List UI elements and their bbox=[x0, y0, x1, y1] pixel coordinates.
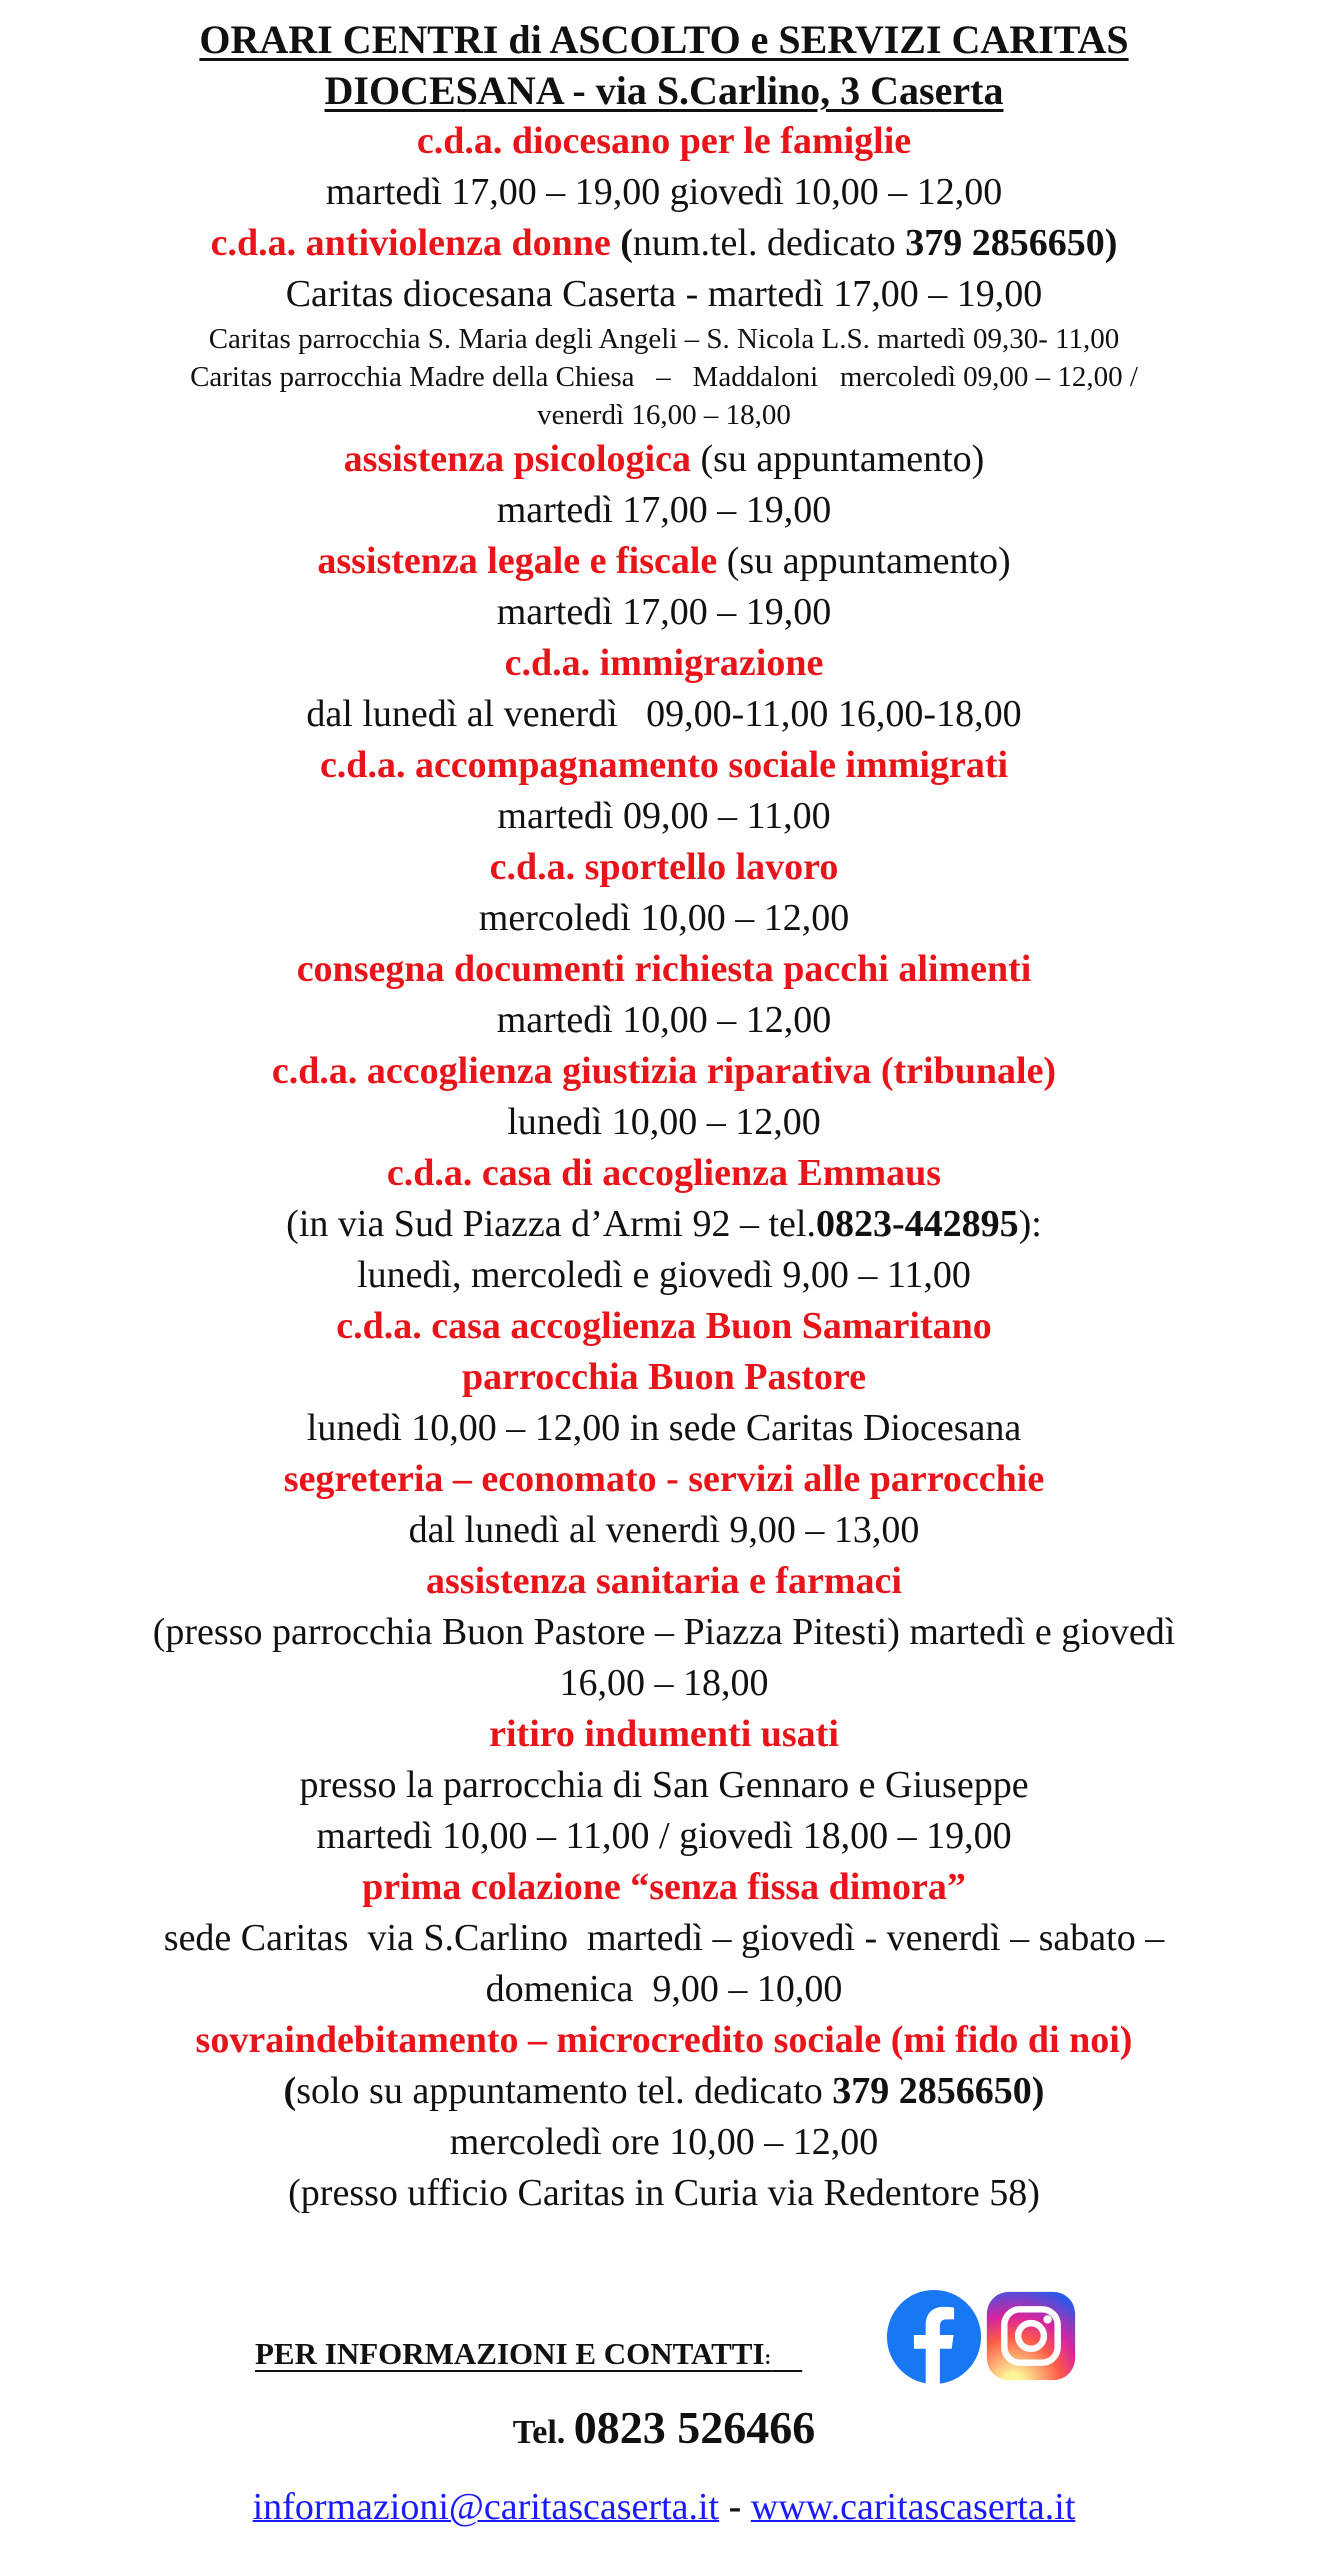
section-heading: c.d.a. sportello lavoro bbox=[489, 846, 839, 888]
antiviolenza-line-3: Caritas parrocchia Madre della Chiesa – Maddaloni mercoledì 09,00 – 12,00 / bbox=[190, 361, 1138, 393]
section-heading: c.d.a. accoglienza giustizia riparativa (tribunale) bbox=[271, 1050, 1057, 1092]
antiviolenza-line-1: Caritas diocesana Caserta - martedì 17,00 – 19,00 bbox=[285, 273, 1043, 315]
emmaus-address bbox=[0, 1199, 1328, 1250]
link-separator: - bbox=[719, 2486, 751, 2528]
title-line-1: ORARI CENTRI di ASCOLTO e SERVIZI CARITAS bbox=[199, 17, 1129, 62]
tel-label: Tel. bbox=[512, 2414, 574, 2451]
section-subheading: parrocchia Buon Pastore bbox=[462, 1356, 866, 1398]
section-sanitaria bbox=[0, 1556, 1328, 1709]
section-heading: c.d.a. accompagnamento sociale immigrati bbox=[319, 744, 1009, 786]
schedule-document bbox=[0, 14, 1328, 2219]
section-famiglie bbox=[0, 116, 1328, 218]
section-hours: martedì 17,00 – 19,00 bbox=[496, 489, 832, 531]
section-segreteria bbox=[0, 1454, 1328, 1556]
section-legale bbox=[0, 536, 1328, 638]
address-suffix: ): bbox=[1018, 1203, 1042, 1245]
section-giustizia bbox=[0, 1046, 1328, 1148]
contacts-colon: : bbox=[764, 2347, 772, 2369]
indumenti-line-2: martedì 10,00 – 11,00 / giovedì 18,00 – 19,00 bbox=[316, 1815, 1012, 1857]
section-note: (su appuntamento) bbox=[690, 438, 985, 480]
section-immigrazione bbox=[0, 638, 1328, 740]
section-heading: c.d.a. casa di accoglienza Emmaus bbox=[386, 1152, 942, 1194]
legale-heading-line bbox=[0, 536, 1328, 587]
email-link[interactable]: informazioni@caritascaserta.it bbox=[252, 2486, 720, 2528]
section-heading: c.d.a. immigrazione bbox=[504, 642, 824, 684]
section-heading: prima colazione “senza fissa dimora” bbox=[362, 1866, 966, 1908]
instagram-icon[interactable] bbox=[985, 2290, 1077, 2382]
section-hours: lunedì 10,00 – 12,00 bbox=[507, 1101, 821, 1143]
phone-number: 0823-442895 bbox=[815, 1203, 1019, 1245]
section-psicologica bbox=[0, 434, 1328, 536]
section-heading: assistenza legale e fiscale bbox=[317, 540, 718, 582]
section-accompagnamento bbox=[0, 740, 1328, 842]
section-samaritano bbox=[0, 1301, 1328, 1454]
phone-prefix: num.tel. dedicato bbox=[632, 222, 906, 264]
section-heading: segreteria – economato - servizi alle parrocchie bbox=[283, 1458, 1045, 1500]
section-hours: martedì 10,00 – 12,00 bbox=[496, 999, 832, 1041]
section-heading: c.d.a. antiviolenza donne bbox=[210, 222, 621, 264]
section-lavoro bbox=[0, 842, 1328, 944]
section-hours: martedì 17,00 – 19,00 bbox=[496, 591, 832, 633]
tel-number: 0823 526466 bbox=[573, 2402, 816, 2453]
psicologica-heading-line bbox=[0, 434, 1328, 485]
section-hours: lunedì, mercoledì e giovedì 9,00 – 11,00 bbox=[357, 1254, 971, 1296]
sanitaria-line-2: 16,00 – 18,00 bbox=[559, 1662, 769, 1704]
phone-number: 379 2856650) bbox=[832, 2070, 1045, 2112]
section-emmaus bbox=[0, 1148, 1328, 1301]
section-heading: ritiro indumenti usati bbox=[489, 1713, 839, 1755]
phone-line bbox=[0, 2400, 1328, 2461]
section-antiviolenza bbox=[0, 218, 1328, 434]
phone-number: 379 2856650) bbox=[905, 222, 1118, 264]
section-hours: dal lunedì al venerdì 09,00-11,00 16,00-18,00 bbox=[306, 693, 1022, 735]
section-microcredito bbox=[0, 2015, 1328, 2219]
section-heading: c.d.a. diocesano per le famiglie bbox=[416, 120, 912, 162]
document-title bbox=[0, 14, 1328, 116]
section-hours: lunedì 10,00 – 12,00 in sede Caritas Diocesana bbox=[306, 1407, 1022, 1449]
phone-prefix: solo su appuntamento tel. dedicato bbox=[296, 2070, 833, 2112]
antiviolenza-heading-line bbox=[0, 218, 1328, 269]
section-heading: c.d.a. casa accoglienza Buon Samaritano bbox=[336, 1305, 992, 1347]
section-heading: sovraindebitamento – microcredito sociale (mi fido di noi) bbox=[195, 2019, 1133, 2061]
section-hours: martedì 17,00 – 19,00 giovedì 10,00 – 12,00 bbox=[325, 171, 1003, 213]
address-prefix: (in via Sud Piazza d’Armi 92 – tel. bbox=[286, 1203, 816, 1245]
contact-links bbox=[0, 2482, 1328, 2532]
facebook-icon[interactable] bbox=[885, 2288, 983, 2386]
colazione-line-1: sede Caritas via S.Carlino martedì – giovedì - venerdì – sabato – bbox=[163, 1917, 1165, 1959]
contacts-label-text: PER INFORMAZIONI E CONTATTI bbox=[255, 2336, 765, 2371]
indumenti-line-1: presso la parrocchia di San Gennaro e Giuseppe bbox=[299, 1764, 1029, 1806]
section-hours: mercoledì 10,00 – 12,00 bbox=[478, 897, 850, 939]
section-heading: assistenza psicologica bbox=[343, 438, 691, 480]
sanitaria-line-1: (presso parrocchia Buon Pastore – Piazza Pitesti) martedì e giovedì bbox=[152, 1611, 1176, 1653]
title-line-2: DIOCESANA - via S.Carlino, 3 Caserta bbox=[324, 68, 1004, 113]
website-link[interactable]: www.caritascaserta.it bbox=[750, 2486, 1076, 2528]
section-colazione bbox=[0, 1862, 1328, 2015]
microcredito-phone-line bbox=[0, 2066, 1328, 2117]
contacts-label bbox=[255, 2336, 802, 2372]
antiviolenza-line-4: venerdì 16,00 – 18,00 bbox=[537, 399, 791, 431]
section-note: (su appuntamento) bbox=[717, 540, 1011, 582]
section-hours: dal lunedì al venerdì 9,00 – 13,00 bbox=[408, 1509, 920, 1551]
section-pacchi bbox=[0, 944, 1328, 1046]
colazione-line-2: domenica 9,00 – 10,00 bbox=[485, 1968, 843, 2010]
section-heading: assistenza sanitaria e farmaci bbox=[426, 1560, 902, 1602]
section-heading: consegna documenti richiesta pacchi alimenti bbox=[296, 948, 1032, 990]
section-hours: martedì 09,00 – 11,00 bbox=[497, 795, 831, 837]
section-hours: mercoledì ore 10,00 – 12,00 bbox=[449, 2121, 879, 2163]
section-location: (presso ufficio Caritas in Curia via Redentore 58) bbox=[288, 2172, 1040, 2214]
antiviolenza-line-2: Caritas parrocchia S. Maria degli Angeli – S. Nicola L.S. martedì 09,30- 11,00 bbox=[208, 323, 1120, 355]
contacts-row bbox=[0, 2270, 1328, 2390]
paren-open: ( bbox=[620, 222, 633, 264]
paren-open: ( bbox=[283, 2070, 297, 2112]
section-indumenti bbox=[0, 1709, 1328, 1862]
